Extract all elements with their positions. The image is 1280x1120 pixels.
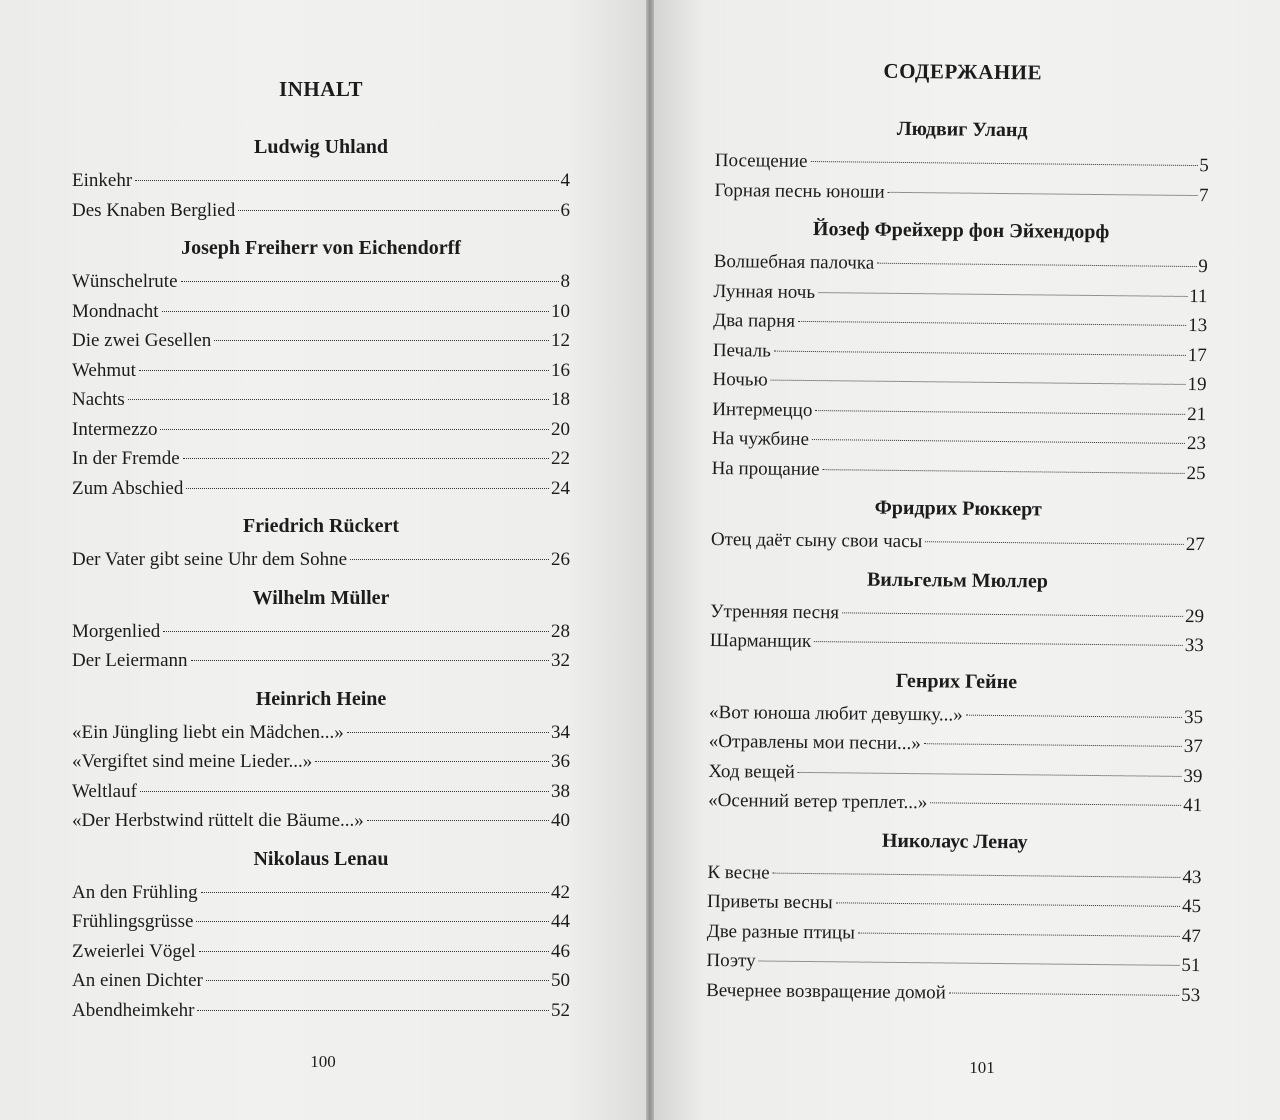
entry-title: In der Fremde [72, 448, 180, 469]
entry-title: Утренняя песня [710, 600, 840, 623]
entry-title: Wünschelrute [72, 271, 178, 292]
entry-page-number: 51 [1181, 954, 1201, 977]
dot-leader [823, 469, 1185, 474]
toc-entry [72, 806, 570, 836]
toc-entry [72, 196, 570, 226]
dot-leader [842, 612, 1183, 617]
dot-leader [347, 732, 549, 733]
right-page [654, 0, 1280, 1120]
entry-title: Интермеццо [712, 398, 813, 421]
dot-leader [186, 488, 549, 489]
entry-title: Einkehr [72, 170, 133, 191]
dot-leader [798, 321, 1186, 326]
entry-title: К весне [707, 861, 770, 884]
entry-page-number: 36 [551, 751, 570, 772]
entry-title: Две разные птицы [706, 920, 856, 944]
dot-leader [798, 771, 1182, 776]
dot-leader [191, 660, 549, 661]
section-author: Joseph Freiherr von Eichendorff [181, 237, 461, 259]
dot-leader [206, 980, 549, 981]
toc-entry [707, 916, 1201, 951]
entry-title: Wehmut [72, 359, 136, 381]
entry-page-number: 34 [551, 721, 570, 743]
section-author: Николаус Ленау [881, 829, 1028, 853]
entry-title: Morgenlied [72, 620, 161, 642]
entry-page-number: 50 [551, 970, 570, 991]
entry-title: Поэту [706, 949, 756, 972]
toc-entry [72, 267, 570, 297]
entry-title: Приветы весны [706, 890, 833, 914]
toc-entry [72, 415, 570, 445]
toc-entry [710, 626, 1204, 661]
entry-title: «Ein Jüngling liebt ein Mädchen...» [72, 721, 344, 743]
toc-entry [72, 878, 570, 908]
entry-title: На чужбине [711, 427, 810, 450]
dot-leader [818, 292, 1187, 297]
dot-leader [815, 410, 1185, 415]
entry-title: Mondnacht [72, 300, 159, 322]
entry-page-number: 23 [1186, 432, 1207, 455]
entry-page-number: 18 [551, 389, 570, 410]
entry-page-number: 27 [1185, 533, 1205, 556]
entry-title: Вечернее возвращение домой [706, 979, 947, 1003]
dot-leader [925, 541, 1184, 545]
entry-page-number: 24 [551, 477, 570, 499]
entry-page-number: 29 [1185, 605, 1205, 627]
entry-page-number: 13 [1188, 314, 1208, 337]
entry-title: Weltlauf [72, 780, 137, 802]
toc-entry [72, 474, 570, 504]
entry-page-number: 16 [551, 359, 570, 381]
entry-page-number: 17 [1187, 344, 1207, 366]
dot-leader [160, 429, 549, 430]
entry-title: «Осенний ветер треплет...» [708, 789, 928, 814]
entry-title: «Отравлены мои песни...» [708, 730, 921, 755]
toc-entry [72, 966, 570, 996]
entry-title: Der Leiermann [72, 650, 188, 671]
dot-leader [877, 263, 1196, 267]
dot-leader [888, 191, 1197, 195]
entry-title: Лунная ночь [713, 280, 816, 303]
entry-page-number: 37 [1183, 735, 1203, 758]
section-author: Heinrich Heine [255, 687, 387, 710]
entry-page-number: 9 [1198, 256, 1208, 278]
dot-leader [139, 370, 549, 371]
right-toc [706, 52, 1210, 1010]
dot-leader [836, 902, 1180, 907]
toc-entry [72, 777, 570, 807]
entry-title: Отец даёт сыну свои часы [710, 528, 923, 553]
entry-page-number: 41 [1183, 794, 1203, 817]
entry-page-number: 19 [1187, 373, 1207, 396]
entry-title: Zum Abschied [72, 477, 184, 499]
dot-leader [163, 631, 549, 632]
entry-title: Ход вещей [708, 760, 795, 783]
dot-leader [924, 743, 1182, 747]
entry-title: Intermezzo [72, 418, 158, 440]
entry-page-number: 7 [1198, 184, 1209, 206]
dot-leader [128, 399, 549, 400]
entry-title: Abendheimkehr [72, 999, 195, 1021]
toc-entry [72, 356, 570, 386]
entry-page-number: 5 [1199, 155, 1209, 177]
section-author: Wilhelm Müller [252, 586, 390, 609]
entry-page-number: 44 [551, 911, 570, 932]
entry-page-number: 4 [560, 170, 570, 191]
dot-leader [858, 932, 1180, 936]
section-author: Ludwig Uhland [254, 136, 388, 158]
page-number: 101 [969, 1058, 995, 1077]
toc-entry [72, 545, 570, 575]
dot-leader [812, 439, 1185, 444]
dot-leader [214, 340, 549, 341]
section-author: Йозеф Фрейхерр фон Эйхендорф [812, 218, 1110, 244]
section-author: Nikolaus Lenau [253, 847, 389, 870]
entry-title: Посещение [714, 149, 808, 172]
entry-title: «Vergiftet sind meine Lieder...» [72, 751, 313, 772]
entry-page-number: 52 [551, 999, 570, 1021]
toc-entry [72, 385, 570, 415]
dot-leader [315, 761, 549, 762]
entry-page-number: 12 [551, 330, 570, 351]
toc-sections [706, 108, 1209, 1010]
dot-leader [966, 714, 1182, 717]
entry-page-number: 40 [551, 810, 570, 831]
toc-entry [711, 525, 1205, 560]
entry-title: An einen Dichter [72, 970, 203, 991]
entry-title: Zweierlei Vögel [72, 940, 196, 962]
left-toc [72, 72, 570, 1025]
toc-entry [711, 453, 1205, 488]
entry-page-number: 32 [551, 650, 570, 671]
toc-entry [72, 747, 570, 777]
dot-leader [140, 791, 549, 792]
entry-page-number: 38 [551, 780, 570, 802]
entry-page-number: 39 [1183, 765, 1203, 787]
entry-title: Волшебная палочка [713, 250, 875, 274]
toc-entry [72, 297, 570, 327]
toc-entry [708, 786, 1202, 821]
section-author: Людвиг Уланд [896, 117, 1028, 142]
toc-entry [72, 444, 570, 474]
toc-entry [714, 175, 1208, 210]
entry-title: Des Knaben Berglied [72, 199, 236, 221]
entry-page-number: 35 [1183, 706, 1204, 728]
entry-page-number: 8 [560, 271, 570, 292]
entry-title: Nachts [72, 389, 125, 410]
toc-entry [713, 306, 1207, 341]
toc-entry [72, 718, 570, 748]
dot-leader [135, 180, 558, 181]
entry-page-number: 22 [551, 448, 570, 469]
toc-entry [72, 617, 570, 647]
entry-title: Шарманщик [709, 629, 812, 653]
dot-leader [201, 892, 549, 893]
book-gutter [646, 0, 654, 1120]
entry-title: Frühlingsgrüsse [72, 911, 194, 932]
entry-title: An den Frühling [72, 881, 198, 903]
toc-entry [72, 326, 570, 356]
dot-leader [759, 960, 1180, 965]
page-title: INHALT [279, 77, 363, 101]
dot-leader [771, 380, 1186, 385]
toc-entry [72, 166, 570, 196]
section-author: Фридрих Рюккерт [874, 496, 1042, 521]
entry-page-number: 53 [1181, 984, 1201, 1006]
dot-leader [181, 281, 559, 282]
entry-page-number: 25 [1186, 462, 1206, 484]
entry-title: Горная песнь юноши [714, 179, 885, 203]
dot-leader [810, 161, 1197, 166]
entry-page-number: 10 [551, 300, 570, 322]
page-number: 100 [310, 1052, 336, 1071]
toc-entry [72, 937, 570, 967]
dot-leader [238, 210, 558, 211]
entry-title: Печаль [712, 339, 771, 362]
entry-page-number: 43 [1182, 866, 1202, 888]
entry-page-number: 33 [1184, 634, 1204, 657]
dot-leader [196, 921, 549, 922]
entry-title: «Der Herbstwind rüttelt die Bäume...» [72, 810, 364, 831]
dot-leader [162, 311, 549, 312]
entry-page-number: 46 [551, 940, 570, 962]
toc-entry [72, 646, 570, 676]
dot-leader [367, 820, 549, 821]
dot-leader [773, 872, 1181, 877]
section-author: Вильгельм Мюллер [866, 568, 1049, 593]
entry-page-number: 42 [551, 881, 570, 903]
entry-page-number: 45 [1181, 895, 1202, 918]
entry-page-number: 21 [1187, 403, 1207, 425]
dot-leader [814, 641, 1183, 646]
entry-title: Der Vater gibt seine Uhr dem Sohne [72, 549, 348, 570]
page-title: СОДЕРЖАНИЕ [883, 58, 1043, 85]
entry-title: Die zwei Gesellen [72, 330, 212, 351]
dot-leader [199, 951, 549, 952]
entry-page-number: 11 [1189, 285, 1208, 307]
section-author: Friedrich Rückert [242, 515, 400, 537]
entry-page-number: 20 [551, 418, 570, 440]
toc-entry [72, 907, 570, 937]
dot-leader [774, 350, 1186, 355]
dot-leader [949, 992, 1179, 995]
entry-title: Два парня [713, 309, 796, 332]
entry-title: На прощание [711, 457, 820, 480]
dot-leader [197, 1010, 549, 1011]
dot-leader [183, 458, 549, 459]
entry-title: «Вот юноша любит девушку...» [708, 701, 963, 726]
entry-page-number: 47 [1181, 925, 1201, 947]
entry-title: Ночью [712, 368, 768, 391]
dot-leader [350, 559, 549, 560]
toc-sections [72, 128, 570, 1025]
entry-page-number: 6 [560, 199, 570, 221]
entry-page-number: 28 [551, 620, 570, 642]
entry-page-number: 26 [551, 549, 570, 570]
section-author: Генрих Гейне [895, 669, 1018, 693]
toc-entry [706, 975, 1200, 1010]
toc-entry [72, 996, 570, 1026]
dot-leader [930, 802, 1181, 806]
